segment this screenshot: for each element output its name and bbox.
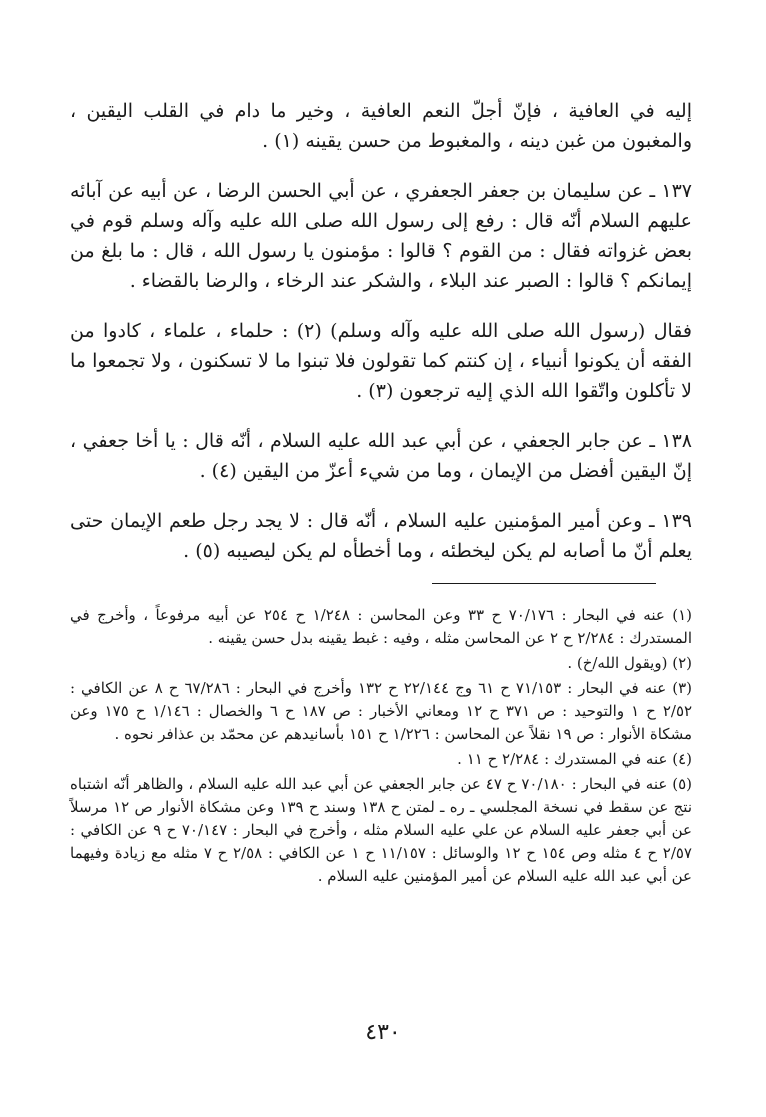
- footnote-4: (٤) عنه في المستدرك : ٢/٢٨٤ ح ١١ .: [457, 750, 692, 768]
- hadith-138: ١٣٨ ـ عن جابر الجعفي ، عن أبي عبد الله عليه السلام ، أنّه قال : يا أخا جعفي ، إنّ اليقين أفضل من الإيمان ، وما من شيء أعزّ من اليقين (٤) .: [70, 430, 692, 482]
- hadith-139: ١٣٩ ـ وعن أمير المؤمنين عليه السلام ، أنّه قال : لا يجد رجل طعم الإيمان حتى يعلم أنّ ما أصابه لم يكن ليخطئه ، وما أخطأه لم يكن ليصيبه (٥) .: [70, 510, 692, 562]
- footnote-3: (٣) عنه في البحار : ٧١/١٥٣ ح ٦١ وج ٢٢/١٤٤ ح ١٣٢ وأخرج في البحار : ٦٧/٢٨٦ ح ٨ عن الكافي : ٢/٥٢ ح ١ والتوحيد : ص ٣٧١ ح ١٢ ومعاني الأخبار : ص ١٨٧ ح ٦ والخصال : ١/١٤٦ ح ١٧٥ وعن مشكاة الأنوار : ص ١٩ نقلاً عن المحاسن : ١/٢٢٦ ح ١٥١ بأسانيدهم عن محمّد بن عذافر نحوه .: [70, 679, 693, 743]
- hadith-137-continued: فقال (رسول الله صلى الله عليه وآله وسلم) (٢) : حلماء ، علماء ، كادوا من الفقه أن يكونوا أنبياء ، إن كنتم كما تقولون فلا تبنوا ما لا تسكنون ، ولا تجمعوا ما لا تأكلون واتّقوا الله الذي إليه ترجعون (٣) .: [70, 320, 692, 402]
- footnotes: [70, 604, 692, 890]
- footnote-1: (١) عنه في البحار : ٧٠/١٧٦ ح ٣٣ وعن المحاسن : ١/٢٤٨ ح ٢٥٤ عن أبيه مرفوعاً ، وأخرج في المستدرك : ٢/٢٨٤ ح ٢ عن المحاسن مثله ، وفيه : غبط يقينه بدل حسن يقينه .: [70, 606, 693, 647]
- hadith-137: ١٣٧ ـ عن سليمان بن جعفر الجعفري ، عن أبي الحسن الرضا ، عن أبيه عن آبائه عليهم السلام أنّه قال : رفع إلى رسول الله صلى الله عليه وآله وسلم قوم في بعض غزواته فقال : من القوم ؟ قالوا : مؤمنون يا رسول الله ، قال : ما بلغ من إيمانكم ؟ قالوا : الصبر عند البلاء ، والشكر عند الرخاء ، والرضا بالقضاء .: [70, 180, 692, 292]
- footnote-5: (٥) عنه في البحار : ٧٠/١٨٠ ح ٤٧ عن جابر الجعفي عن أبي عبد الله عليه السلام ، والظاهر أنّه اشتباه نتج عن سقط في نسخة المجلسي ـ ره ـ لمتن ح ١٣٨ وسند ح ١٣٩ وعن مشكاة الأنوار ص ١٢ مرسلاً عن أبي جعفر عليه السلام عن علي عليه السلام مثله ، وأخرج في البحار : ٧٠/١٤٧ ح ٩ عن الكافي : ٢/٥٧ ح ٤ مثله وص ١٥٤ ح ١٢ والوسائل : ١١/١٥٧ ح ١ عن الكافي : ٢/٥٨ ح ٧ مثله مع زيادة وفيهما عن أبي عبد الله عليه السلام عن أمير المؤمنين عليه السلام .: [70, 775, 693, 885]
- main-text: [70, 96, 692, 586]
- footnote-2: (٢) (ويقول الله/خ) .: [567, 654, 692, 672]
- footnote-divider: [432, 583, 656, 584]
- page-number: ٤٣٠: [365, 1020, 401, 1045]
- paragraph-continuation: إليه في العافية ، فإنّ أجلّ النعم العافية ، وخير ما دام في القلب اليقين ، والمغبون من غبن دينه ، والمغبوط من حسن يقينه (١) .: [70, 100, 692, 152]
